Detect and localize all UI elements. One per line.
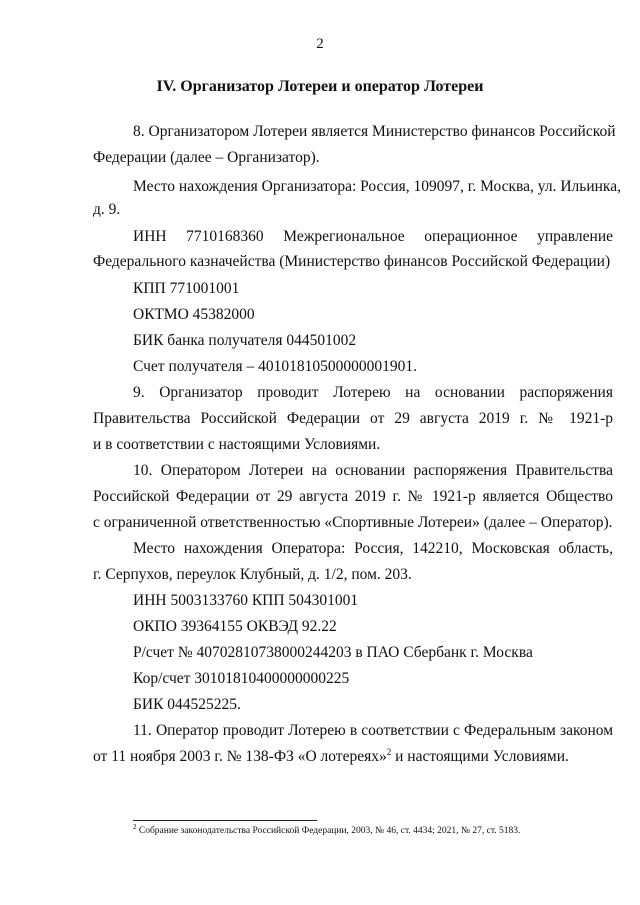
footnote-mark: 2	[133, 822, 137, 831]
paragraph-10-line-3: с ограниченной ответственностью «Спортивные Лотереи» (далее – Оператор).	[93, 514, 613, 531]
footnote-text: Собрание законодательства Российской Федерации, 2003, № 46, ст. 4434; 2021, № 27, ст. 5183.	[136, 826, 521, 836]
paragraph-10-line-2: Российской Федерации от 29 августа 2019 г. № 1921-р является Общество	[93, 488, 613, 505]
paragraph-8-line-1: 8. Организатором Лотереи является Министерство финансов Российской	[133, 123, 616, 140]
org-inn-line-1: ИНН 7710168360 Межрегиональное операционное управление	[133, 228, 613, 245]
op-inn-kpp: ИНН 5003133760 КПП 504301001	[133, 592, 359, 609]
footnote-reference: 2	[386, 746, 392, 757]
op-location-line-2: г. Серпухов, переулок Клубный, д. 1/2, пом. 203.	[93, 566, 412, 583]
org-inn-line-2: Федерального казначейства (Министерство финансов Российской Федерации)	[93, 253, 611, 270]
footnote	[133, 822, 521, 836]
paragraph-11-line-2-end: и настоящими Условиями.	[391, 748, 569, 765]
op-kor-account: Кор/счет 30101810400000000225	[133, 670, 350, 687]
op-okpo-okved: ОКПО 39364155 ОКВЭД 92.22	[133, 618, 337, 635]
paragraph-8-line-2: Федерации (далее – Организатор).	[93, 149, 320, 166]
page-number: 2	[316, 36, 324, 52]
paragraph-10-line-1: 10. Оператором Лотереи на основании распоряжения Правительства	[133, 462, 613, 479]
paragraph-9-line-2: Правительства Российской Федерации от 29 августа 2019 г. № 1921-р	[93, 410, 613, 427]
org-kpp: КПП 771001001	[133, 280, 240, 297]
paragraph-11-line-2	[93, 747, 569, 767]
op-location-line-1: Место нахождения Оператора: Россия, 142210, Московская область,	[133, 540, 613, 557]
org-bik: БИК банка получателя 044501002	[133, 332, 357, 349]
org-location-line-2: д. 9.	[93, 201, 121, 218]
org-location-line-1: Место нахождения Организатора: Россия, 109097, г. Москва, ул. Ильинка,	[133, 178, 621, 195]
paragraph-9-line-3: и в соответствии с настоящими Условиями.	[93, 436, 381, 453]
op-rs-account: Р/счет № 40702810738000244203 в ПАО Сбербанк г. Москва	[133, 644, 533, 661]
footnote-separator	[133, 820, 317, 821]
org-account: Счет получателя – 40101810500000001901.	[133, 358, 417, 375]
section-heading: IV. Организатор Лотереи и оператор Лотереи	[156, 78, 484, 95]
org-oktmo: ОКТМО 45382000	[133, 306, 255, 323]
paragraph-11-line-1: 11. Оператор проводит Лотерею в соответствии с Федеральным законом	[133, 722, 613, 739]
paragraph-9-line-1: 9. Организатор проводит Лотерею на основании распоряжения	[133, 384, 613, 401]
op-bik: БИК 044525225.	[133, 696, 241, 713]
paragraph-11-line-2-text: от 11 ноября 2003 г. № 138-ФЗ «О лотереях»	[93, 748, 387, 765]
